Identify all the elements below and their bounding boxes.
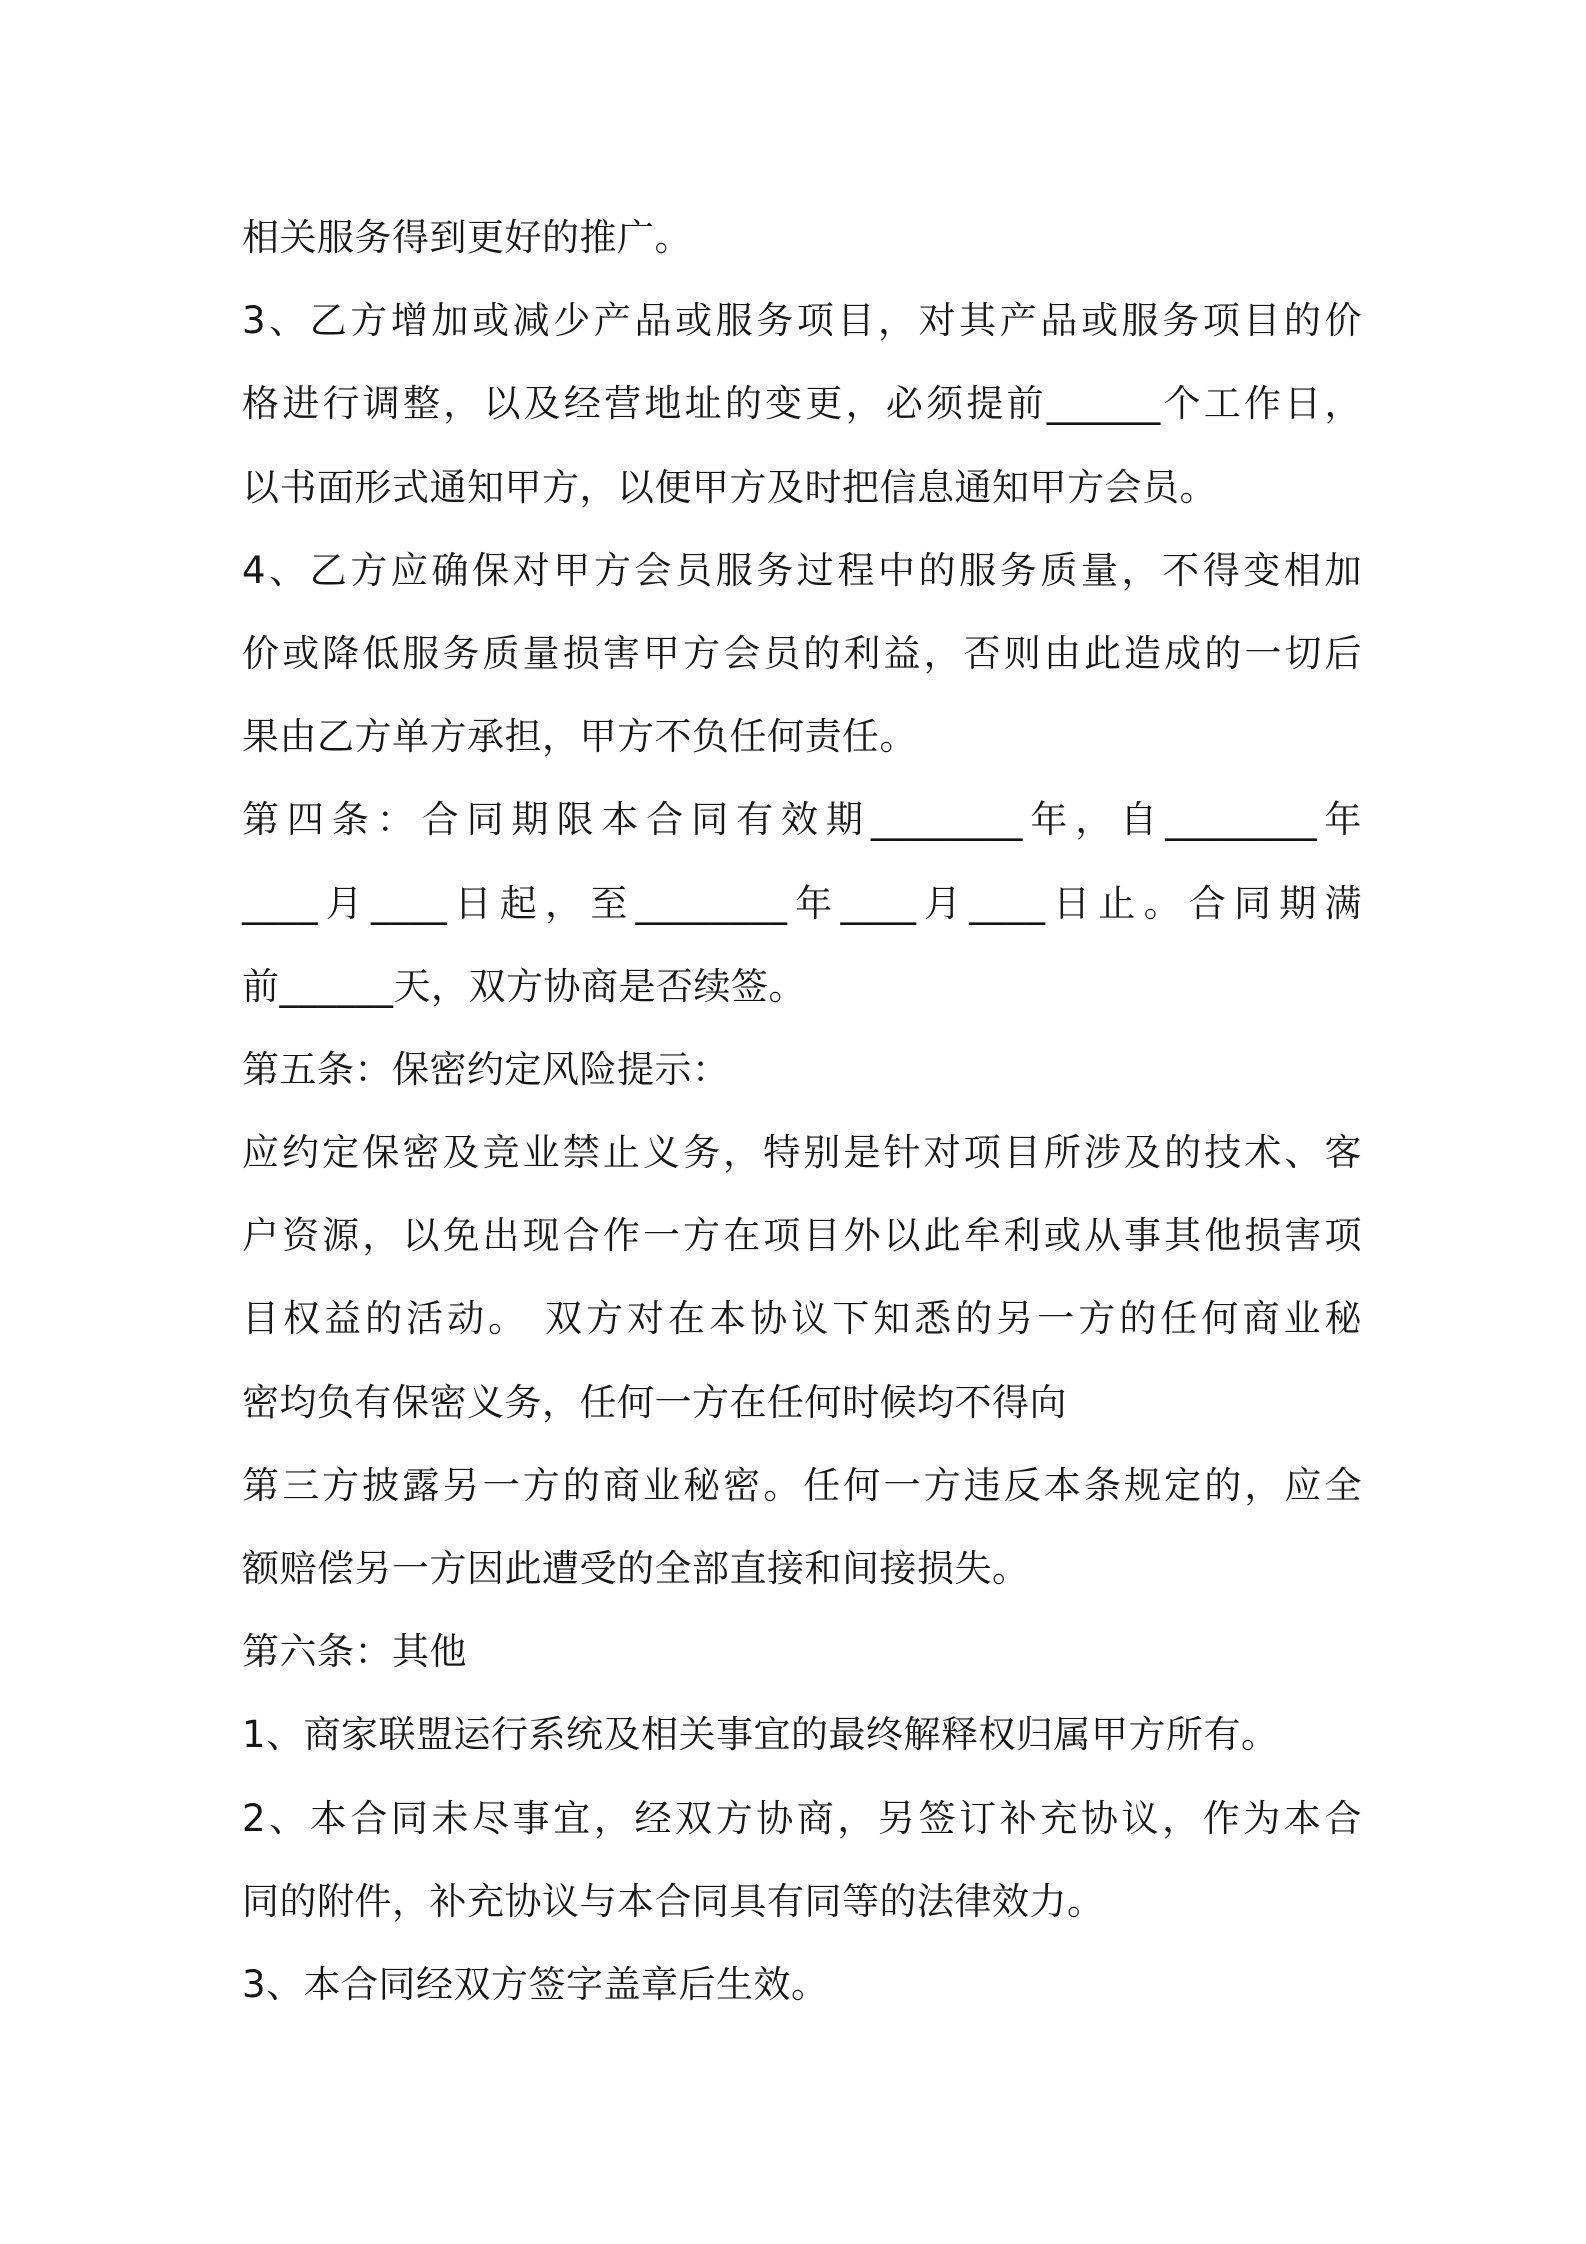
text-line: 第六条：其他 <box>242 1630 467 1674</box>
text-line: 第三方披露另一方的商业秘密。任何一方违反本条规定的，应全 <box>242 1463 1362 1507</box>
contract-body <box>242 196 1362 2026</box>
text-line: 3、本合同经双方签字盖章后生效。 <box>242 1962 829 2006</box>
text-line: 格进行调整，以及经营地址的变更，必须提前______个工作日， <box>242 382 1362 426</box>
text-line: 第四条：合同期限本合同有效期________年，自________年 <box>242 798 1362 842</box>
text-line: 目权益的活动。 双方对在本协议下知悉的另一方的任何商业秘 <box>242 1297 1362 1341</box>
text-line: 4、乙方应确保对甲方会员服务过程中的服务质量，不得变相加 <box>242 548 1362 592</box>
text-line: 户资源，以免出现合作一方在项目外以此牟利或从事其他损害项 <box>242 1214 1362 1258</box>
text-line: 应约定保密及竞业禁止义务，特别是针对项目所涉及的技术、客 <box>242 1131 1362 1175</box>
text-line: ____月____日起，至________年____月____日止。合同期满 <box>242 881 1362 925</box>
text-line: 同的附件，补充协议与本合同具有同等的法律效力。 <box>242 1879 1105 1923</box>
text-line: 密均负有保密义务，任何一方在任何时候均不得向 <box>242 1380 1067 1424</box>
text-line: 价或降低服务质量损害甲方会员的利益，否则由此造成的一切后 <box>242 631 1362 675</box>
text-line: 1、商家联盟运行系统及相关事宜的最终解释权归属甲方所有。 <box>242 1713 1279 1757</box>
text-line: 前______天，双方协商是否续签。 <box>242 964 806 1008</box>
text-line: 以书面形式通知甲方，以便甲方及时把信息通知甲方会员。 <box>242 465 1217 509</box>
text-line: 额赔偿另一方因此遭受的全部直接和间接损失。 <box>242 1547 1030 1590</box>
text-line: 第五条：保密约定风险提示： <box>242 1047 730 1091</box>
text-line: 3、乙方增加或减少产品或服务项目，对其产品或服务项目的价 <box>242 299 1362 343</box>
text-line: 2、本合同未尽事宜，经双方协商，另签订补充协议，作为本合 <box>242 1796 1362 1840</box>
text-line: 相关服务得到更好的推广。 <box>242 216 692 259</box>
text-line: 果由乙方单方承担，甲方不负任何责任。 <box>242 715 917 759</box>
